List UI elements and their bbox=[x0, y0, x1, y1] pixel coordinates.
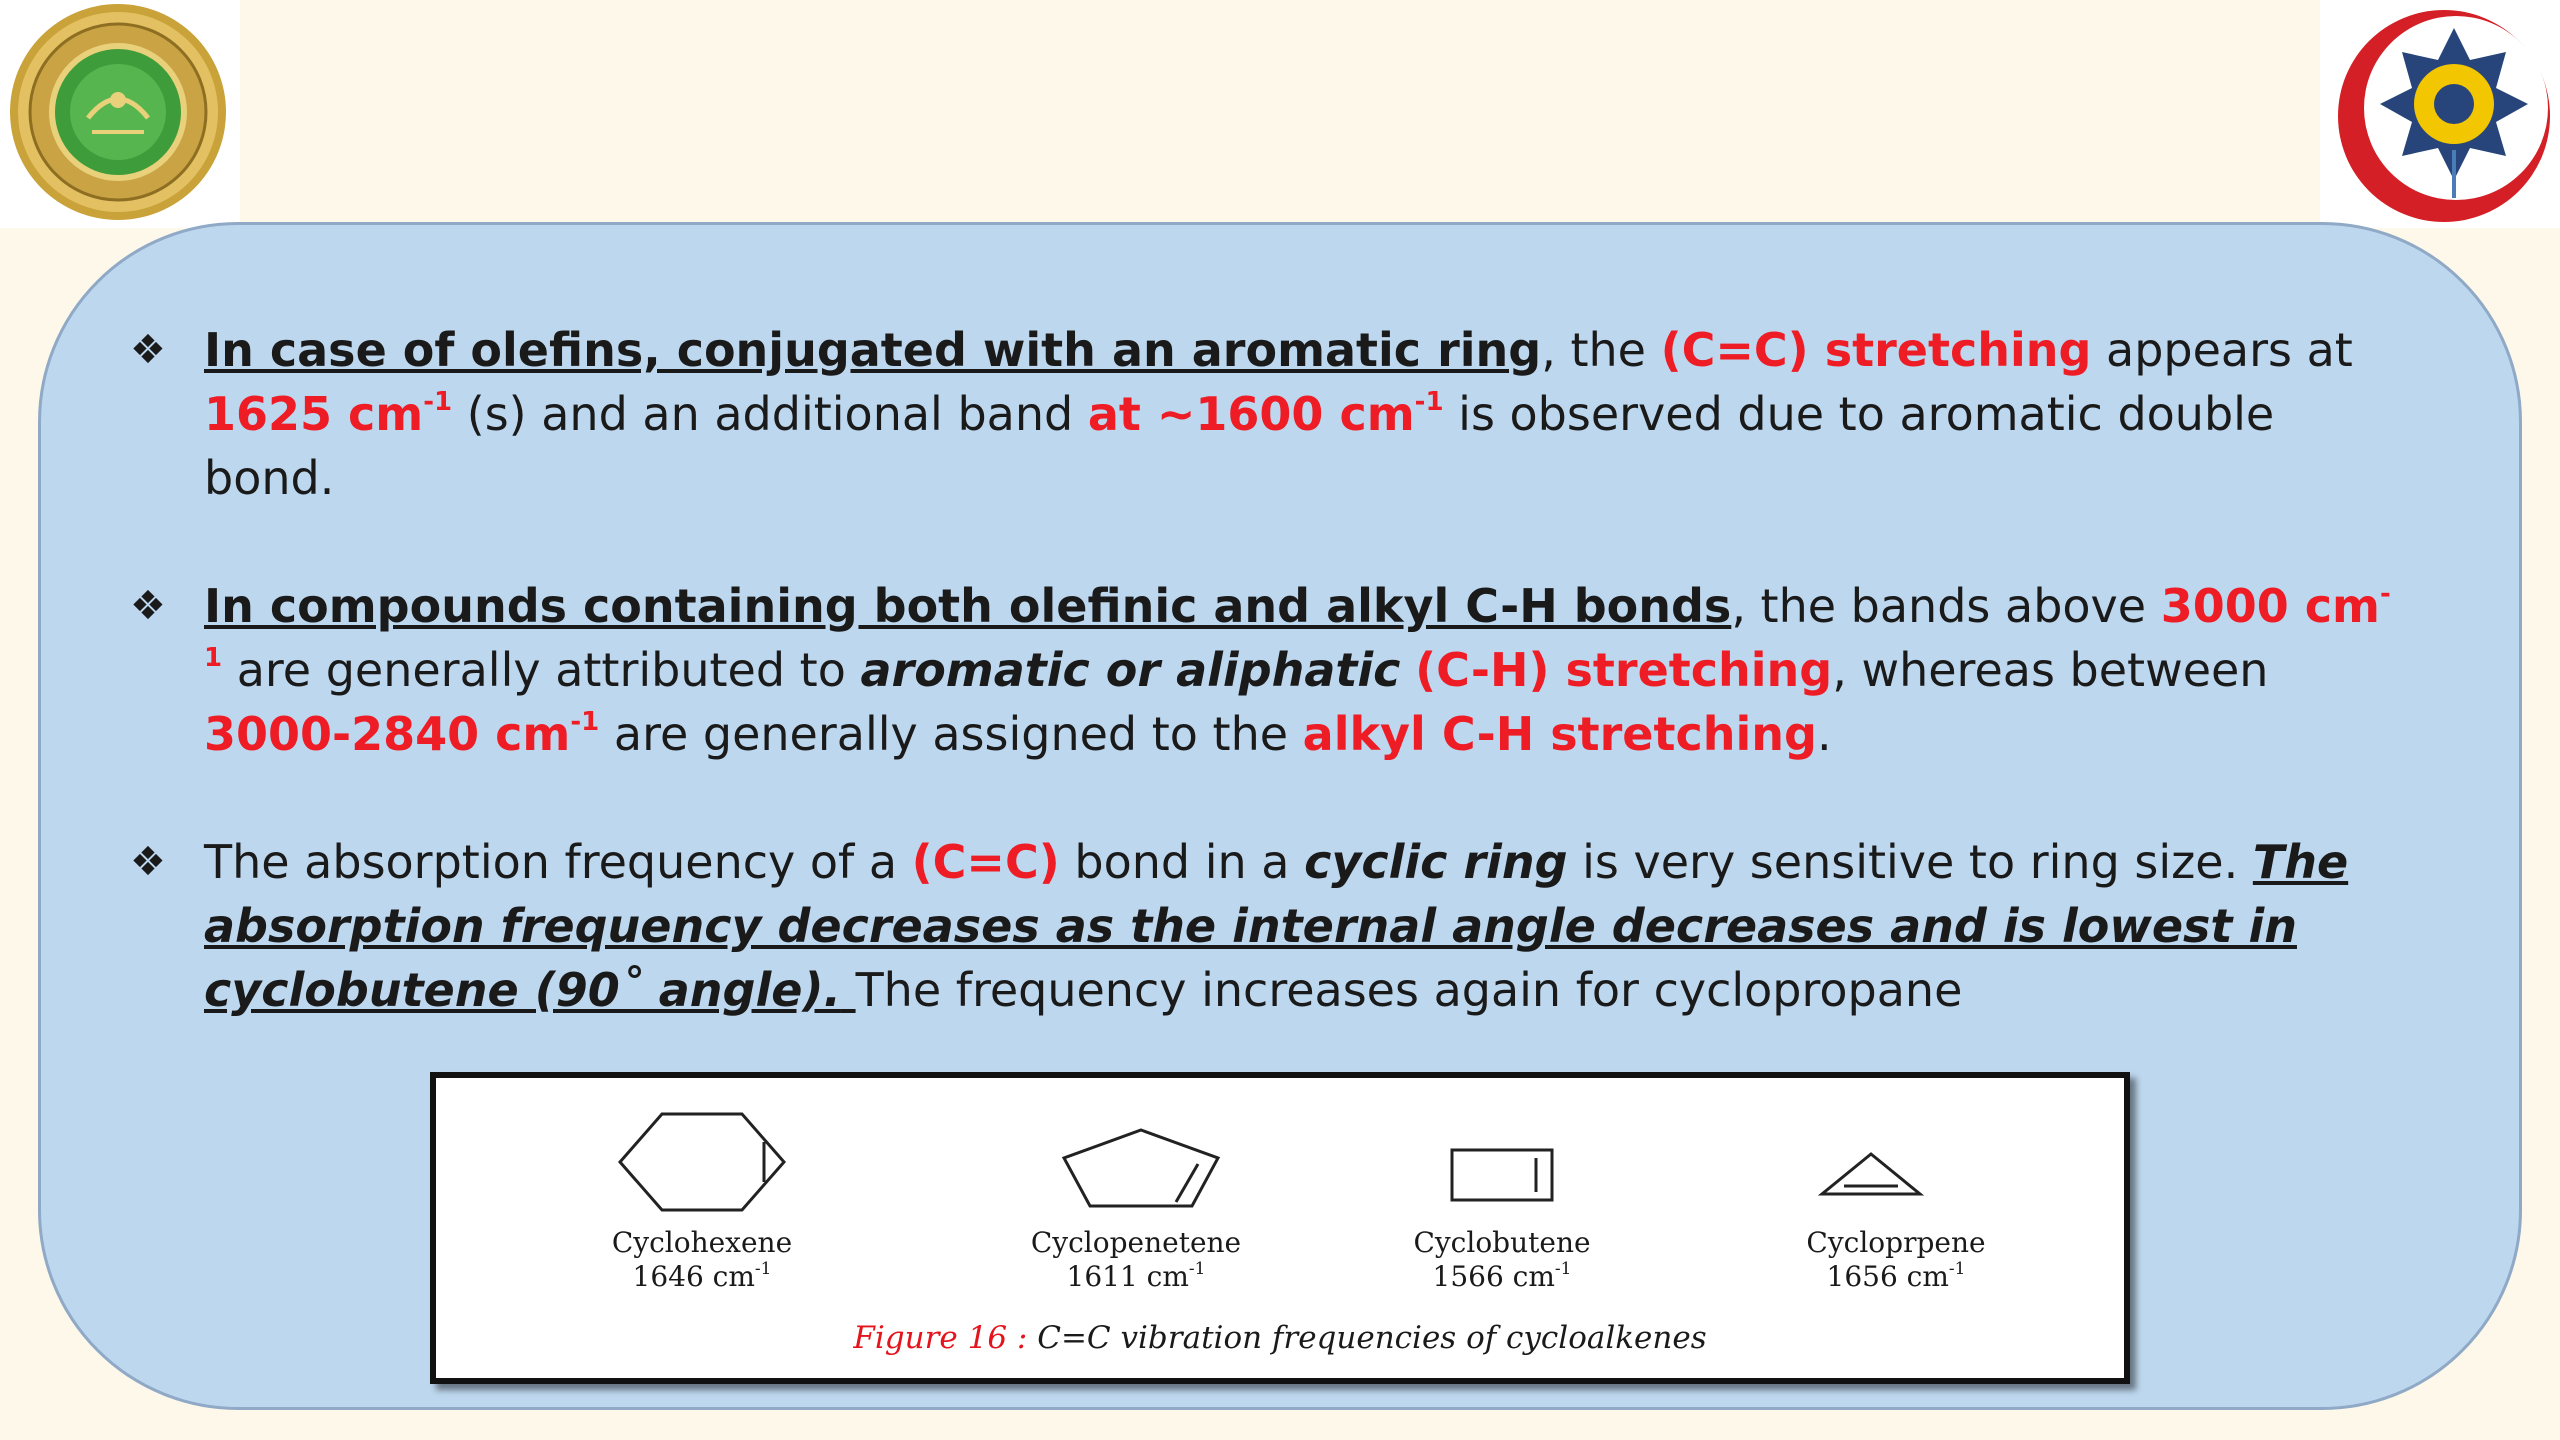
bullet-conjugated-olefins: ❖ In case of olefins, conjugated with an aromatic ring, the (C=C) stretching appears at 1625 $cm^{-1}$ (s) and an additional band at ~1600 $cm^{-1}$ is observed due to aromatic double bond. bbox=[130, 318, 2400, 510]
cyclopropene-structure-icon bbox=[1816, 1150, 1926, 1200]
bullet-olefinic-alkyl-ch: ❖ In compounds containing both olefinic and alkyl C-H bonds, the bands above 3000 $cm^{-1}$ are generally attributed to aromatic or aliphatic (C-H) stretching, whereas between 3000-2840 $cm^{-1}$ are generally assigned to the alkyl C-H stretching. bbox=[130, 574, 2400, 766]
pharmacy-college-logo bbox=[2320, 0, 2560, 228]
compound-name: Cyclopenetene bbox=[1030, 1226, 1242, 1259]
figure-item-cyclopropene bbox=[1746, 1226, 2046, 1294]
bullet-lead: In compounds containing both olefinic and alkyl C-H bonds bbox=[204, 579, 1732, 633]
cyclobutene-structure-icon bbox=[1448, 1146, 1558, 1206]
diamond-bullet-icon: ❖ bbox=[130, 839, 166, 885]
compound-frequency: 1656 $cm^{-1}$ bbox=[1826, 1259, 1966, 1293]
bullet-list bbox=[130, 318, 2400, 1086]
diamond-bullet-icon: ❖ bbox=[130, 327, 166, 373]
university-seal-logo bbox=[0, 0, 240, 228]
cyclopentene-structure-icon bbox=[1056, 1126, 1226, 1210]
figure-item-cyclobutene bbox=[1352, 1226, 1652, 1294]
university-seal-icon bbox=[0, 0, 240, 228]
compound-frequency: 1566 $cm^{-1}$ bbox=[1432, 1259, 1572, 1293]
figure-caption-text: C=C vibration frequencies of cycloalkenes bbox=[1027, 1320, 1707, 1356]
cycloalkene-figure bbox=[430, 1072, 2130, 1384]
cyclohexene-structure-icon bbox=[612, 1110, 792, 1214]
figure-caption-label: Figure 16 : bbox=[853, 1320, 1028, 1356]
bullet-lead: In case of olefins, conjugated with an aromatic ring bbox=[204, 323, 1542, 377]
diamond-bullet-icon: ❖ bbox=[130, 583, 166, 629]
compound-name: Cyclobutene bbox=[1413, 1226, 1591, 1259]
bullet-cyclic-ring: ❖ The absorption frequency of a (C=C) bond in a cyclic ring is very sensitive to ring size. The absorption frequency decreases as the internal angle decreases and is lowest in cyclobutene (90˚ angle). The frequency increases again for cyclopropane bbox=[130, 830, 2400, 1022]
figure-item-cyclohexene bbox=[552, 1226, 852, 1294]
compound-name: Cycloprpene bbox=[1806, 1226, 1986, 1259]
compound-name: Cyclohexene bbox=[611, 1226, 793, 1259]
compound-frequency: 1611 $cm^{-1}$ bbox=[1066, 1259, 1206, 1293]
compound-frequency: 1646 $cm^{-1}$ bbox=[632, 1259, 772, 1293]
figure-caption bbox=[436, 1320, 2124, 1356]
figure-item-cyclopentene bbox=[986, 1226, 1286, 1294]
pharmacy-college-emblem-icon bbox=[2320, 0, 2560, 228]
